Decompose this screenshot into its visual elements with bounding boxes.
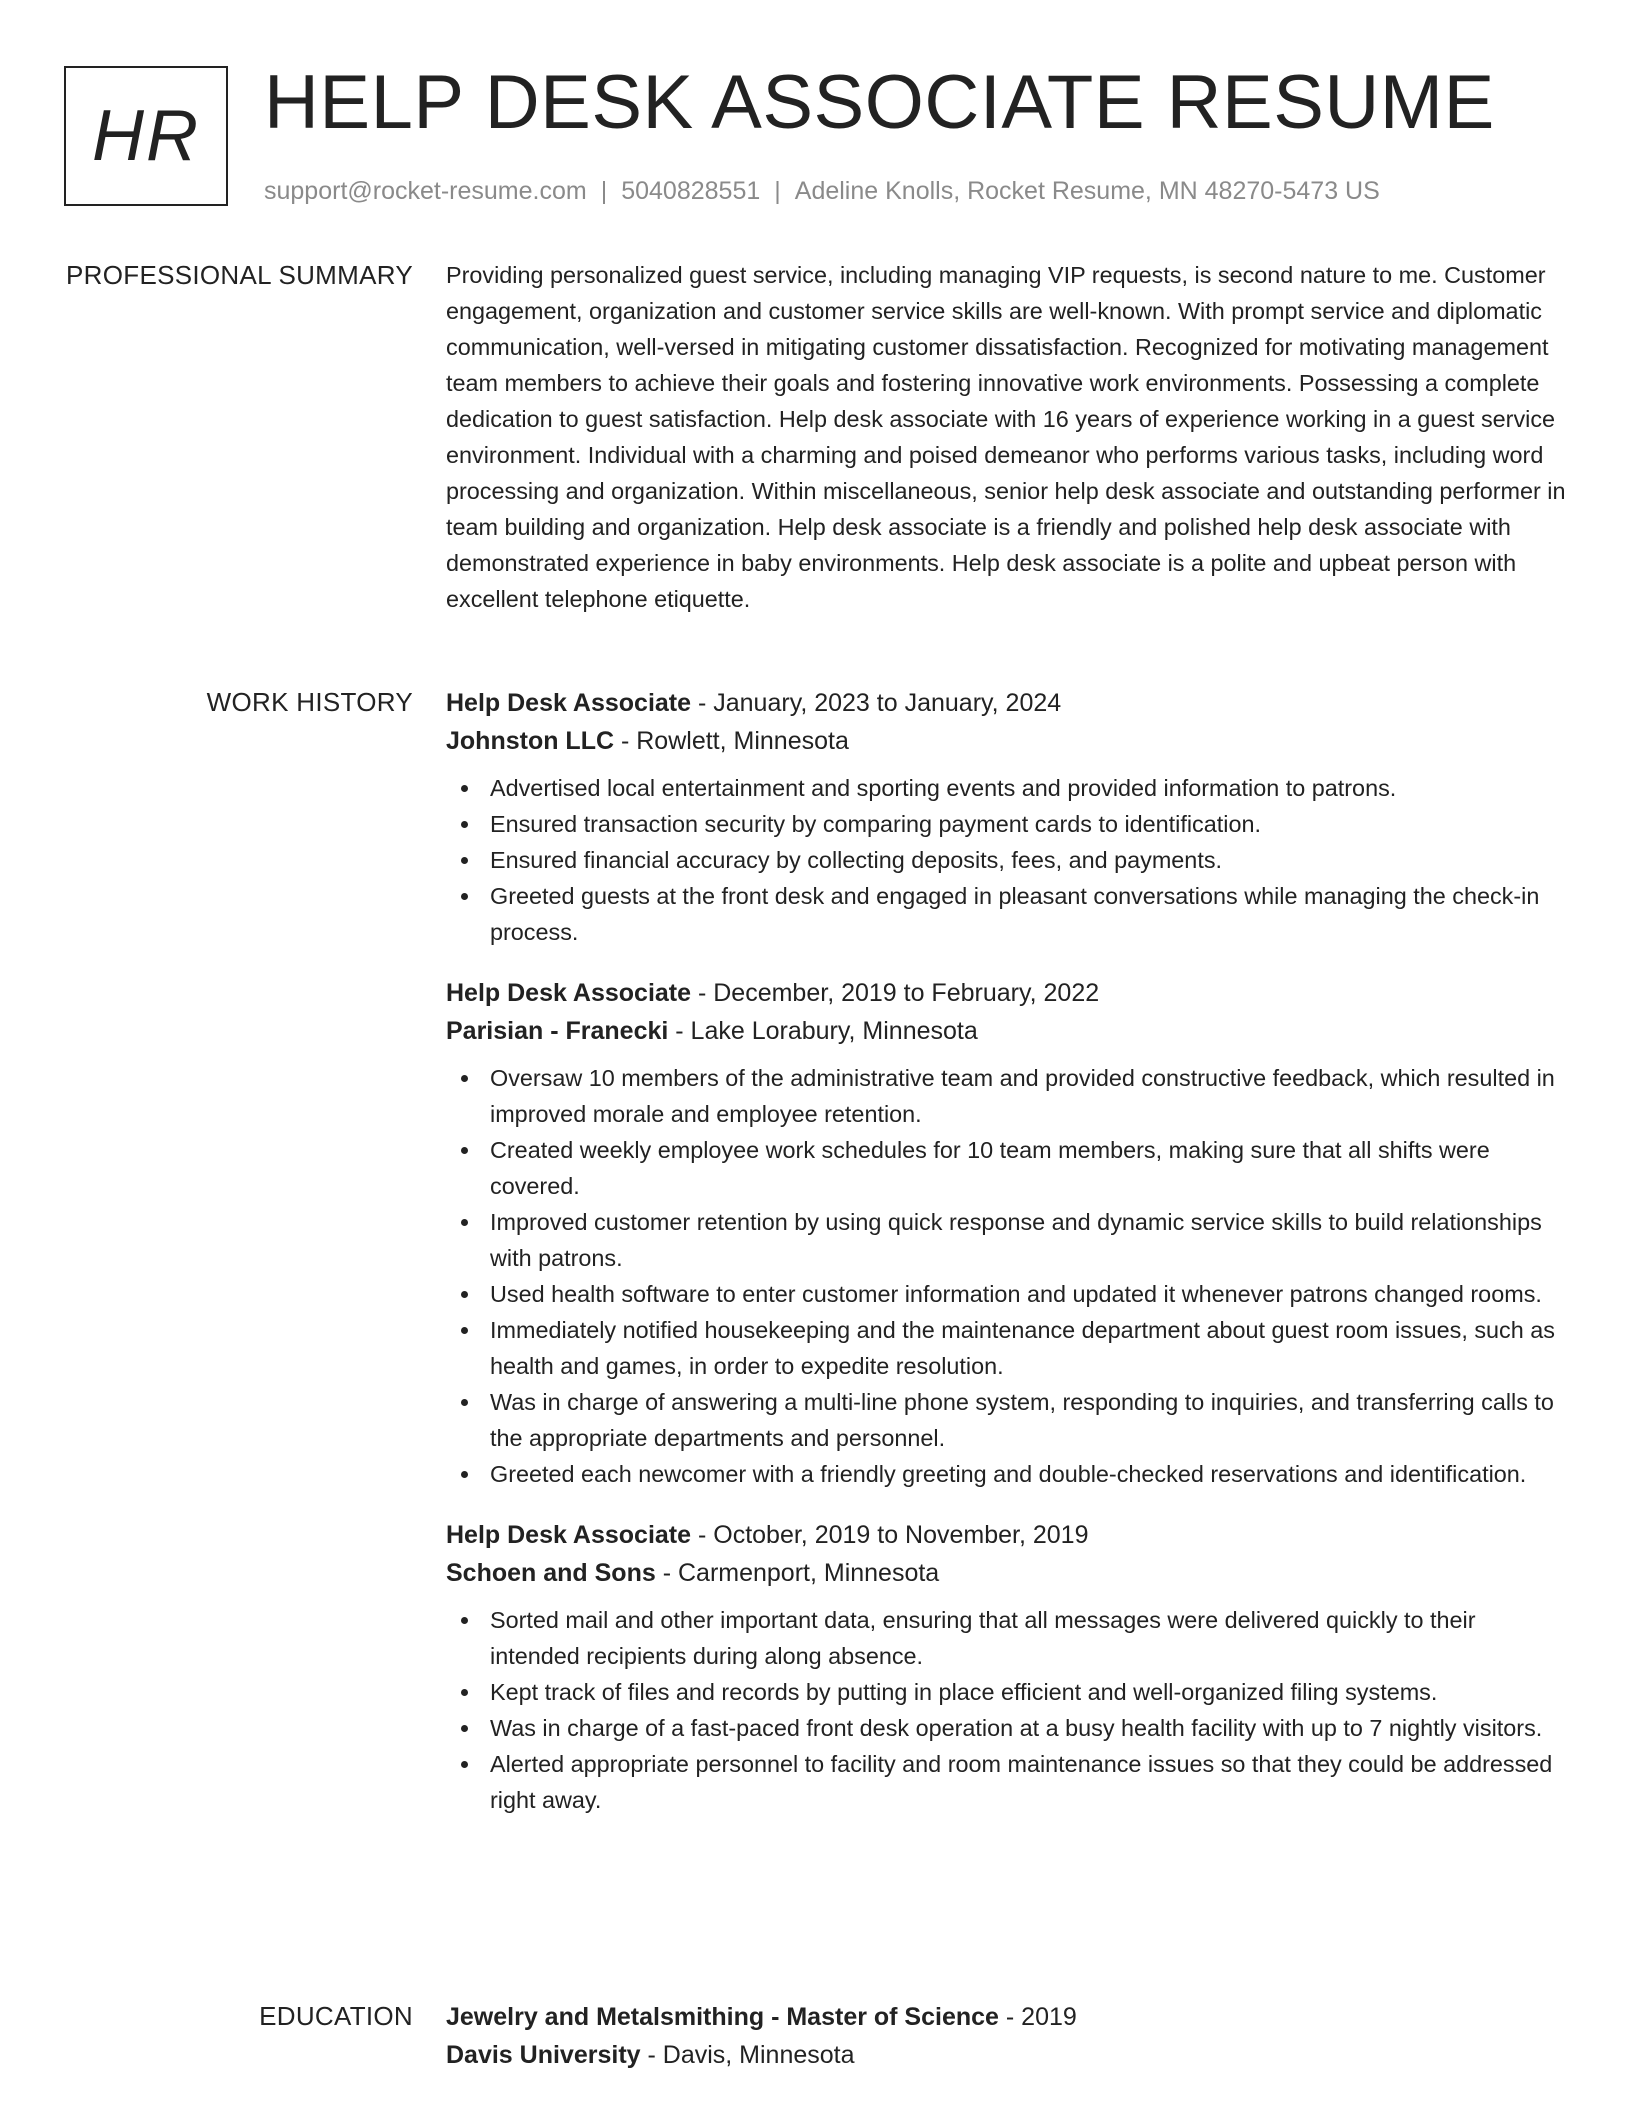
job-dates: - October, 2019 to November, 2019 <box>691 1521 1089 1549</box>
job-bullet-item <box>446 806 1566 842</box>
summary-body <box>446 257 1566 617</box>
contact-separator: | <box>600 177 608 205</box>
job-bullet-text: Used health software to enter customer information and updated it whenever patrons changed rooms. <box>490 1281 1542 1307</box>
job-bullet-list <box>446 1060 1566 1492</box>
job-bullet-item <box>446 770 1566 806</box>
job-title: Help Desk Associate <box>446 1521 692 1549</box>
monogram-text: HR <box>92 96 200 176</box>
bullet-dot-icon <box>461 1399 468 1406</box>
job-company-line <box>446 1554 1566 1592</box>
job-title: Help Desk Associate <box>446 689 692 717</box>
job-dates: - December, 2019 to February, 2022 <box>691 979 1100 1007</box>
job-dates: - January, 2023 to January, 2024 <box>691 689 1062 717</box>
education-year: - 2019 <box>998 2003 1077 2031</box>
bullet-dot-icon <box>461 1471 468 1478</box>
job-bullet-text: Was in charge of a fast-paced front desk operation at a busy health facility with up to 7 nightly visitors. <box>490 1715 1543 1741</box>
job-bullet-text: Created weekly employee work schedules for 10 team members, making sure that all shifts were covered. <box>490 1137 1490 1199</box>
job-bullet-text: Advertised local entertainment and sporting events and provided information to patrons. <box>490 775 1397 801</box>
contact-email[interactable]: support@rocket-resume.com <box>264 177 587 205</box>
bullet-dot-icon <box>461 1617 468 1624</box>
education-school-line <box>446 2036 1566 2074</box>
contact-separator: | <box>774 177 781 205</box>
job-bullet-item <box>446 1710 1566 1746</box>
education-body <box>446 1998 1566 2074</box>
job-bullet-text: Oversaw 10 members of the administrative team and provided constructive feedback, which resulted in improved morale and employee retention. <box>490 1065 1555 1127</box>
job-title-line <box>446 684 1566 722</box>
education-location: - Davis, Minnesota <box>640 2041 855 2069</box>
bullet-dot-icon <box>461 785 468 792</box>
job-title-line <box>446 974 1566 1012</box>
bullet-dot-icon <box>461 1075 468 1082</box>
job-bullet-item <box>446 1276 1566 1312</box>
job-bullet-text: Immediately notified housekeeping and the maintenance department about guest room issues, such as health and games, in order to expedite resolution. <box>490 1317 1555 1379</box>
job-bullet-text: Sorted mail and other important data, ensuring that all messages were delivered quickly to their intended recipients during along absence. <box>490 1607 1476 1669</box>
bullet-dot-icon <box>461 893 468 900</box>
job-title: Help Desk Associate <box>446 979 692 1007</box>
job-bullet-item <box>446 842 1566 878</box>
education-degree-line <box>446 1998 1566 2036</box>
bullet-dot-icon <box>461 1291 468 1298</box>
job-entry <box>446 974 1566 1492</box>
job-bullet-item <box>446 1060 1566 1132</box>
job-location: - Lake Lorabury, Minnesota <box>668 1017 978 1045</box>
job-bullet-item <box>446 878 1566 950</box>
section-label-work-history: WORK HISTORY <box>206 687 413 717</box>
bullet-dot-icon <box>461 1725 468 1732</box>
job-bullet-list <box>446 770 1566 950</box>
bullet-dot-icon <box>461 821 468 828</box>
job-bullet-text: Kept track of files and records by putting in place efficient and well-organized filing systems. <box>490 1679 1438 1705</box>
job-bullet-item <box>446 1602 1566 1674</box>
summary-text: Providing personalized guest service, including managing VIP requests, is second nature to me. Customer engagement, organization and customer service skills are well-known. With prompt service and diplomatic communication, well-versed in mitigating customer dissatisfaction. Recognized for motivating management team members to achieve their goals and fostering innovative work environments. Possessing a complete dedication to guest satisfaction. Help desk associate with 16 years of experience working in a guest service environment. Individual with a charming and poised demeanor who performs various tasks, including word processing and organization. Within miscellaneous, senior help desk associate and outstanding performer in team building and organization. Help desk associate is a friendly and polished help desk associate with demonstrated experience in baby environments. Help desk associate is a polite and upbeat person with excellent telephone etiquette. <box>446 262 1566 612</box>
job-bullet-text: Alerted appropriate personnel to facility and room maintenance issues so that they could be addressed right away. <box>490 1751 1553 1813</box>
bullet-dot-icon <box>461 1689 468 1696</box>
job-bullet-text: Improved customer retention by using quick response and dynamic service skills to build relationships with patrons. <box>490 1209 1542 1271</box>
job-bullet-text: Was in charge of answering a multi-line phone system, responding to inquiries, and transferring calls to the appropriate departments and personnel. <box>490 1389 1554 1451</box>
contact-address: Adeline Knolls, Rocket Resume, MN 48270-5473 US <box>794 177 1380 205</box>
education-school: Davis University <box>446 2041 641 2069</box>
job-title-line <box>446 1516 1566 1554</box>
job-location: - Rowlett, Minnesota <box>614 727 849 755</box>
job-entry <box>446 684 1566 950</box>
job-bullet-item <box>446 1456 1566 1492</box>
job-company-line <box>446 722 1566 760</box>
job-bullet-item <box>446 1746 1566 1818</box>
contact-line <box>264 174 1380 208</box>
job-bullet-item <box>446 1204 1566 1276</box>
bullet-dot-icon <box>461 1147 468 1154</box>
bullet-dot-icon <box>461 1327 468 1334</box>
job-bullet-item <box>446 1384 1566 1456</box>
monogram-logo <box>64 66 228 206</box>
education-degree: Jewelry and Metalsmithing - Master of Science <box>446 2003 999 2031</box>
section-label-education: EDUCATION <box>259 2001 413 2031</box>
job-company: Schoen and Sons <box>446 1559 656 1587</box>
job-company: Parisian - Franecki <box>446 1017 669 1045</box>
bullet-dot-icon <box>461 857 468 864</box>
job-bullet-list <box>446 1602 1566 1818</box>
job-company: Johnston LLC <box>446 727 615 755</box>
resume-title: HELP DESK ASSOCIATE RESUME <box>264 60 1495 145</box>
job-bullet-item <box>446 1312 1566 1384</box>
work-history-body <box>446 684 1566 1842</box>
section-label-summary: PROFESSIONAL SUMMARY <box>66 260 413 290</box>
contact-phone[interactable]: 5040828551 <box>621 177 761 205</box>
job-bullet-text: Greeted each newcomer with a friendly greeting and double-checked reservations and identification. <box>490 1461 1527 1487</box>
job-bullet-text: Ensured transaction security by comparing payment cards to identification. <box>490 811 1261 837</box>
job-company-line <box>446 1012 1566 1050</box>
job-bullet-text: Ensured financial accuracy by collecting deposits, fees, and payments. <box>490 847 1223 873</box>
bullet-dot-icon <box>461 1219 468 1226</box>
job-entry <box>446 1516 1566 1818</box>
job-bullet-item <box>446 1674 1566 1710</box>
job-bullet-text: Greeted guests at the front desk and engaged in pleasant conversations while managing the check-in process. <box>490 883 1540 945</box>
bullet-dot-icon <box>461 1761 468 1768</box>
job-location: - Carmenport, Minnesota <box>655 1559 940 1587</box>
job-bullet-item <box>446 1132 1566 1204</box>
